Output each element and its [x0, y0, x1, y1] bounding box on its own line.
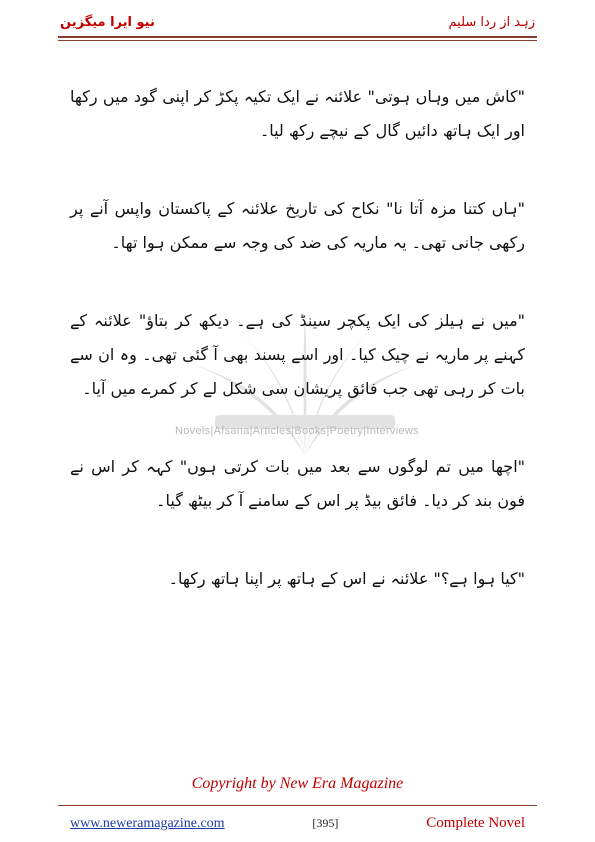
novel-label: Complete Novel	[426, 815, 525, 831]
magazine-title: نیو ایرا میگزین	[60, 14, 155, 30]
page-footer	[70, 815, 525, 832]
author-title: زہد از ردا سلیم	[448, 14, 535, 30]
header-rule-thin	[58, 40, 537, 41]
page-header	[60, 10, 535, 34]
website-link[interactable]: www.neweramagazine.com	[70, 816, 225, 831]
watermark-categories: Novels|Afsana|Articles|Books|Poetry|Interviews	[175, 425, 419, 437]
paragraph: "اچھا میں تم لوگوں سے بعد میں بات کرتی ہوں" کہہ کر اس نے فون بند کر دیا۔ فائق بیڈ پر اس کے سامنے آ کر بیٹھ گیا۔	[70, 457, 525, 510]
copyright-notice: Copyright by New Era Magazine	[191, 775, 404, 792]
header-rule-thick	[58, 36, 537, 38]
paragraph: "ہاں کتنا مزہ آتا نا" نکاح کی تاریخ علائنہ کے پاکستان واپس آنے پر رکھی جانی تھی۔ یہ ماریہ کی ضد کی وجہ سے ممکن ہوا تھا۔	[70, 199, 525, 252]
footer-rule	[58, 805, 537, 806]
paragraph: "کاش میں وہاں ہوتی" علائنہ نے ایک تکیہ پکڑ کر اپنی گود میں رکھا اور ایک ہاتھ دائیں گال کے نیچے رکھ لیا۔	[70, 87, 526, 140]
page-number: [395]	[312, 816, 339, 830]
paragraph: "کیا ہوا ہے؟" علائنہ نے اس کے ہاتھ پر اپنا ہاتھ رکھا۔	[168, 569, 525, 588]
document-body	[70, 80, 525, 596]
paragraph: "میں نے ہیلز کی ایک پکچر سینڈ کی ہے۔ دیکھ کر بتاؤ" علائنہ کے کہنے پر ماریہ نے چیک کیا۔ اور اسے پسند بھی آ گئی تھی۔ وہ ان سے بات کر رہی تھی جب فائق پریشان سی شکل لے کر کمرے میں آیا۔	[70, 311, 525, 398]
